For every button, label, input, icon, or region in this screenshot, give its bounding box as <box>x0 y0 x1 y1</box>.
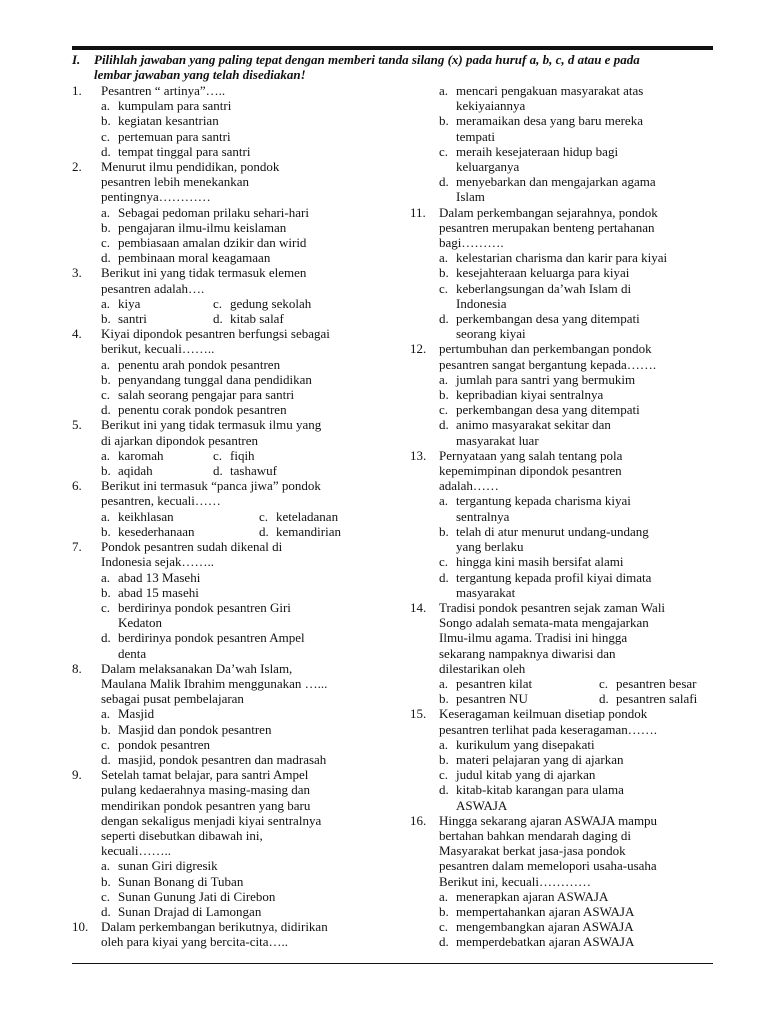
question <box>72 83 372 159</box>
question <box>410 448 715 600</box>
question <box>410 83 715 205</box>
question-text: Keseragaman keilmuan disetiap pondok pesantren terlihat pada keseragaman……. <box>439 706 658 737</box>
answer-option <box>439 524 715 554</box>
option-letter: d. <box>439 569 449 585</box>
option-text: penyandang tunggal dana pendidikan <box>118 371 312 387</box>
right-column <box>410 83 715 950</box>
question-number: 3. <box>72 265 82 281</box>
option-letter: c. <box>439 919 449 935</box>
option-text: animo masyarakat sekitar dan masyarakat luar <box>456 417 611 448</box>
option-letter: a. <box>101 508 111 524</box>
question <box>410 813 715 950</box>
answer-option <box>101 205 372 220</box>
option-letter: c. <box>101 128 111 144</box>
question-stem <box>410 205 715 251</box>
option-text: kurikulum yang disepakati <box>456 736 595 752</box>
option-letter: b. <box>101 311 111 327</box>
option-letter: c. <box>101 599 111 615</box>
option-text: pesantren kilat <box>456 675 533 691</box>
answer-option <box>439 372 715 387</box>
option-letter: c. <box>101 235 111 251</box>
option-text: pondok pesantren <box>118 736 211 752</box>
option-text: abad 13 Masehi <box>118 569 201 585</box>
option-text: pembiasaan amalan dzikir dan wirid <box>118 235 307 251</box>
option-text: fiqih <box>230 447 255 463</box>
answer-option <box>101 98 372 113</box>
option-letter: d. <box>439 934 449 950</box>
option-letter: a. <box>439 250 449 266</box>
option-text: kumpulam para santri <box>118 98 232 114</box>
option-letter: d. <box>439 417 449 433</box>
left-column <box>72 83 372 950</box>
answer-option <box>101 113 372 128</box>
answer-option <box>439 250 715 265</box>
answer-option <box>439 737 715 752</box>
option-letter: a. <box>101 295 111 311</box>
answer-options <box>72 706 372 767</box>
option-text: meraih kesejateraan hidup bagi keluarganya <box>456 143 619 175</box>
question-number: 2. <box>72 159 82 175</box>
question <box>72 417 372 478</box>
option-text: kitab-kitab karangan para ulama ASWAJA <box>456 782 624 813</box>
answer-option <box>439 691 599 706</box>
answer-option <box>439 493 715 523</box>
option-letter: a. <box>439 371 449 387</box>
answer-option <box>101 372 372 387</box>
option-letter: b. <box>439 523 449 539</box>
answer-options <box>72 98 372 159</box>
question-text: Dalam melaksanakan Da’wah Islam, Maulana Malik Ibrahim menggunakan …... sebagai pusat pembelajaran <box>101 660 328 707</box>
option-letter: a. <box>439 83 449 98</box>
option-text: pesantren NU <box>456 691 528 707</box>
option-letter: a. <box>439 675 449 691</box>
option-letter: b. <box>101 584 111 600</box>
option-text: kelestarian charisma dan karir para kiyai <box>456 250 668 266</box>
option-text: salah seorang pengajar para santri <box>118 387 295 403</box>
section-number: I. <box>72 52 81 67</box>
option-text: keikhlasan <box>118 508 174 524</box>
option-letter: c. <box>259 508 269 524</box>
question-stem <box>410 341 715 371</box>
option-text: kesederhanaan <box>118 523 195 539</box>
option-letter: d. <box>259 523 269 539</box>
answer-option <box>439 311 715 341</box>
answer-option <box>101 600 372 630</box>
option-letter: a. <box>101 569 111 585</box>
option-text: jumlah para santri yang bermukim <box>456 371 636 387</box>
option-text: berdirinya pondok pesantren Ampel denta <box>118 630 305 661</box>
question-number: 4. <box>72 326 82 342</box>
option-text: Masjid <box>118 706 155 722</box>
option-letter: b. <box>101 371 111 387</box>
answer-options <box>410 83 715 205</box>
answer-option <box>439 417 715 447</box>
answer-options <box>72 509 372 539</box>
question-stem <box>72 417 372 447</box>
question-number: 16. <box>410 812 427 828</box>
option-letter: a. <box>101 356 111 372</box>
option-letter: a. <box>439 888 449 904</box>
option-text: mempertahankan ajaran ASWAJA <box>456 903 635 919</box>
answer-options <box>72 357 372 418</box>
question <box>410 341 715 447</box>
answer-option <box>213 311 372 326</box>
option-letter: d. <box>439 782 449 798</box>
answer-option <box>439 676 599 691</box>
answer-option <box>101 585 372 600</box>
answer-option <box>439 767 715 782</box>
option-letter: d. <box>213 311 223 327</box>
answer-option <box>599 691 715 706</box>
question <box>72 539 372 661</box>
option-letter: c. <box>599 675 609 691</box>
answer-option <box>439 554 715 569</box>
answer-option <box>439 570 715 600</box>
question-number: 9. <box>72 767 82 783</box>
option-letter: d. <box>439 311 449 327</box>
option-letter: d. <box>439 174 449 190</box>
option-letter: d. <box>101 402 111 418</box>
question-stem <box>72 159 372 205</box>
question-text: Setelah tamat belajar, para santri Ampel pulang kedaerahnya masing-masing dan mendirikan pondok pesantren yang baru dengan sekaligus menjadi kiyai sentralnya seperti disebutkan dibawah ini, kecuali…….. <box>101 767 322 859</box>
option-letter: c. <box>439 280 449 296</box>
question-stem <box>72 478 372 508</box>
question <box>72 661 372 767</box>
answer-option <box>101 144 372 159</box>
option-text: hingga kini masih bersifat alami <box>456 554 624 570</box>
option-letter: d. <box>599 691 609 707</box>
question-number: 7. <box>72 539 82 555</box>
option-letter: d. <box>213 463 223 479</box>
question-number: 11. <box>410 204 426 220</box>
option-text: Sunan Drajad di Lamongan <box>118 903 262 919</box>
option-text: kegiatan kesantrian <box>118 113 219 129</box>
question-text: Pernyataan yang salah tentang pola kepemimpinan dipondok pesantren adalah…… <box>439 447 623 494</box>
answer-option <box>439 919 715 934</box>
option-letter: a. <box>101 858 111 874</box>
answer-option <box>101 737 372 752</box>
answer-options <box>410 889 715 950</box>
instruction-line-1: Pilihlah jawaban yang paling tepat dengan memberi tanda silang (x) pada huruf a, b, c, d atau e pada <box>94 52 640 67</box>
answer-option <box>439 387 715 402</box>
bottom-rule <box>72 963 713 964</box>
option-letter: d. <box>101 903 111 919</box>
option-letter: b. <box>101 463 111 479</box>
option-letter: b. <box>439 113 449 129</box>
option-letter: a. <box>101 447 111 463</box>
option-letter: c. <box>439 402 449 418</box>
answer-options <box>410 250 715 341</box>
option-text: kiya <box>118 295 141 311</box>
option-text: berdirinya pondok pesantren Giri Kedaton <box>118 599 291 631</box>
question-stem <box>72 326 372 356</box>
option-text: keteladanan <box>276 508 339 524</box>
option-letter: d. <box>101 143 111 159</box>
question <box>410 205 715 342</box>
question <box>72 265 372 326</box>
answer-options <box>72 858 372 919</box>
question-number: 1. <box>72 83 82 98</box>
option-text: Sebagai pedoman prilaku sehari-hari <box>118 204 309 220</box>
option-letter: c. <box>439 767 449 783</box>
question-text: Pesantren “ artinya”….. <box>101 83 226 98</box>
answer-option <box>101 448 213 463</box>
question-stem <box>410 600 715 676</box>
option-text: tergantung kepada profil kiyai dimata masyarakat <box>456 569 652 600</box>
option-letter: b. <box>101 113 111 129</box>
answer-option <box>101 463 213 478</box>
question-text: Pondok pesantren sudah dikenal di Indonesia sejak…….. <box>101 539 283 570</box>
option-letter: b. <box>101 523 111 539</box>
question <box>410 706 715 812</box>
option-text: meramaikan desa yang baru mereka tempati <box>456 113 643 144</box>
option-text: penentu corak pondok pesantren <box>118 402 287 418</box>
answer-option <box>439 281 715 311</box>
answer-option <box>439 904 715 919</box>
answer-option <box>259 524 372 539</box>
answer-option <box>439 782 715 812</box>
option-text: memperdebatkan ajaran ASWAJA <box>456 934 635 950</box>
option-text: materi pelajaran yang di ajarkan <box>456 751 624 767</box>
question-text: Dalam perkembangan sejarahnya, pondok pesantren merupakan benteng pertahanan bagi………. <box>439 204 658 251</box>
answer-option <box>101 524 259 539</box>
answer-options <box>72 205 372 266</box>
question-stem <box>410 706 715 736</box>
question-text: Berikut ini yang tidak termasuk elemen pesantren adalah…. <box>101 265 307 296</box>
answer-option <box>101 357 372 372</box>
question <box>72 478 372 539</box>
option-text: pesantren besar <box>616 675 697 691</box>
question-number: 13. <box>410 447 427 463</box>
answer-options <box>72 570 372 661</box>
answer-option <box>101 402 372 417</box>
question <box>72 326 372 417</box>
question-number: 15. <box>410 706 427 722</box>
option-text: abad 15 masehi <box>118 584 199 600</box>
question-text: Hingga sekarang ajaran ASWAJA mampu bertahan bahkan mendarah daging di Masyarakat berkat jasa-jasa pondok pesantren dalam memelopori usaha-usaha Berikut ini, kecuali………… <box>439 812 658 889</box>
question <box>72 767 372 919</box>
option-text: kemandirian <box>276 523 341 539</box>
option-letter: a. <box>101 204 111 220</box>
option-letter: b. <box>439 387 449 403</box>
option-letter: d. <box>101 751 111 767</box>
option-text: menyebarkan dan mengajarkan agama Islam <box>456 174 656 205</box>
answer-option <box>439 144 715 174</box>
option-letter: c. <box>213 295 223 311</box>
option-text: penentu arah pondok pesantren <box>118 356 281 372</box>
option-text: kepribadian kiyai sentralnya <box>456 387 604 403</box>
answer-options <box>410 737 715 813</box>
option-text: masjid, pondok pesantren dan madrasah <box>118 751 327 767</box>
option-text: mengembangkan ajaran ASWAJA <box>456 919 634 935</box>
answer-option <box>439 113 715 143</box>
answer-option <box>439 934 715 949</box>
option-letter: a. <box>101 706 111 722</box>
option-text: keberlangsungan da’wah Islam di Indonesia <box>456 280 632 311</box>
answer-option <box>101 874 372 889</box>
answer-option <box>101 889 372 904</box>
option-letter: b. <box>439 903 449 919</box>
option-text: Masjid dan pondok pesantren <box>118 721 272 737</box>
question-stem <box>72 83 372 98</box>
option-letter: c. <box>101 736 111 752</box>
answer-options <box>72 296 372 326</box>
option-text: pesantren salafi <box>616 691 698 707</box>
answer-option <box>259 509 372 524</box>
option-letter: a. <box>101 98 111 114</box>
instruction-line-2: lembar jawaban yang telah disediakan! <box>94 67 306 83</box>
question-stem <box>410 448 715 494</box>
option-letter: c. <box>439 554 449 570</box>
question-number: 6. <box>72 478 82 494</box>
option-text: pertemuan para santri <box>118 128 231 144</box>
answer-option <box>101 311 213 326</box>
answer-option <box>599 676 715 691</box>
answer-option <box>101 858 372 873</box>
option-text: Sunan Bonang di Tuban <box>118 873 244 889</box>
option-letter: b. <box>101 219 111 235</box>
option-text: gedung sekolah <box>230 295 312 311</box>
question <box>72 159 372 265</box>
answer-option <box>101 129 372 144</box>
answer-option <box>101 904 372 919</box>
answer-option <box>439 402 715 417</box>
top-rule <box>72 46 713 50</box>
answer-option <box>101 752 372 767</box>
answer-option <box>213 463 372 478</box>
question-text: Dalam perkembangan berikutnya, didirikan oleh para kiyai yang bercita-cita….. <box>101 919 328 950</box>
option-letter: d. <box>101 630 111 646</box>
option-text: tergantung kepada charisma kiyai sentralnya <box>456 493 631 524</box>
answer-options <box>410 493 715 599</box>
option-text: mencari pengakuan masyarakat atas kekiyaiannya <box>456 83 644 114</box>
option-text: perkembangan desa yang ditempati seorang kiyai <box>456 311 640 342</box>
option-text: sunan Giri digresik <box>118 858 218 874</box>
question-text: Berikut ini termasuk “panca jiwa” pondok pesantren, kecuali…… <box>101 478 321 509</box>
question-stem <box>72 539 372 569</box>
option-letter: c. <box>439 143 449 159</box>
option-text: pengajaran ilmu-ilmu keislaman <box>118 219 287 235</box>
answer-option <box>101 706 372 721</box>
option-text: perkembangan desa yang ditempati <box>456 402 640 418</box>
option-letter: b. <box>439 265 449 281</box>
answer-option <box>439 174 715 204</box>
option-text: tempat tinggal para santri <box>118 143 251 159</box>
answer-option <box>101 220 372 235</box>
answer-options <box>410 372 715 448</box>
option-letter: b. <box>439 691 449 707</box>
answer-option <box>101 235 372 250</box>
option-text: kesejahteraan keluarga para kiyai <box>456 265 630 281</box>
option-letter: c. <box>213 447 223 463</box>
answer-option <box>101 509 259 524</box>
answer-option <box>213 448 372 463</box>
option-letter: a. <box>439 493 449 509</box>
question-stem <box>72 919 372 949</box>
answer-option <box>101 296 213 311</box>
option-text: telah di atur menurut undang-undang yang berlaku <box>456 523 649 555</box>
question-number: 5. <box>72 417 82 433</box>
option-letter: b. <box>101 721 111 737</box>
option-text: pembinaan moral keagamaan <box>118 250 271 266</box>
option-text: judul kitab yang di ajarkan <box>456 767 596 783</box>
option-text: tashawuf <box>230 463 277 479</box>
answer-options <box>410 676 715 706</box>
option-text: aqidah <box>118 463 153 479</box>
instruction <box>72 52 722 83</box>
answer-option <box>439 83 715 113</box>
question-text: Berikut ini yang tidak termasuk ilmu yang di ajarkan dipondok pesantren <box>101 417 322 448</box>
answer-option <box>101 630 372 660</box>
option-text: santri <box>118 311 147 327</box>
answer-option <box>101 722 372 737</box>
question <box>72 919 372 949</box>
question-number: 14. <box>410 599 427 615</box>
question-stem <box>72 661 372 707</box>
option-text: menerapkan ajaran ASWAJA <box>456 888 609 904</box>
option-text: Sunan Gunung Jati di Cirebon <box>118 888 276 904</box>
option-text: karomah <box>118 447 164 463</box>
answer-option <box>439 265 715 280</box>
option-text: kitab salaf <box>230 311 284 327</box>
question-number: 10. <box>72 919 89 935</box>
answer-option <box>439 889 715 904</box>
question-text: Kiyai dipondok pesantren berfungsi sebagai berikut, kecuali…….. <box>101 326 330 357</box>
answer-options <box>72 448 372 478</box>
question-stem <box>410 813 715 889</box>
answer-option <box>101 570 372 585</box>
answer-option <box>101 250 372 265</box>
question-text: Menurut ilmu pendidikan, pondok pesantren lebih menekankan pentingnya………… <box>101 159 280 205</box>
option-letter: b. <box>439 751 449 767</box>
option-letter: a. <box>439 736 449 752</box>
question-text: pertumbuhan dan perkembangan pondok pesantren sangat bergantung kepada……. <box>439 341 657 372</box>
option-letter: c. <box>101 387 111 403</box>
question-stem <box>72 767 372 858</box>
question-stem <box>72 265 372 295</box>
option-letter: d. <box>101 250 111 266</box>
answer-option <box>439 752 715 767</box>
question <box>410 600 715 706</box>
answer-option <box>213 296 372 311</box>
question-number: 8. <box>72 660 82 676</box>
question-text: Tradisi pondok pesantren sejak zaman Wali Songo adalah semata-mata mengajarkan Ilmu-ilmu agama. Tradisi ini hingga sekarang nampaknya diwarisi dan dilestarikan oleh <box>439 599 666 676</box>
option-letter: b. <box>101 873 111 889</box>
answer-option <box>101 387 372 402</box>
question-number: 12. <box>410 341 427 357</box>
option-letter: c. <box>101 888 111 904</box>
